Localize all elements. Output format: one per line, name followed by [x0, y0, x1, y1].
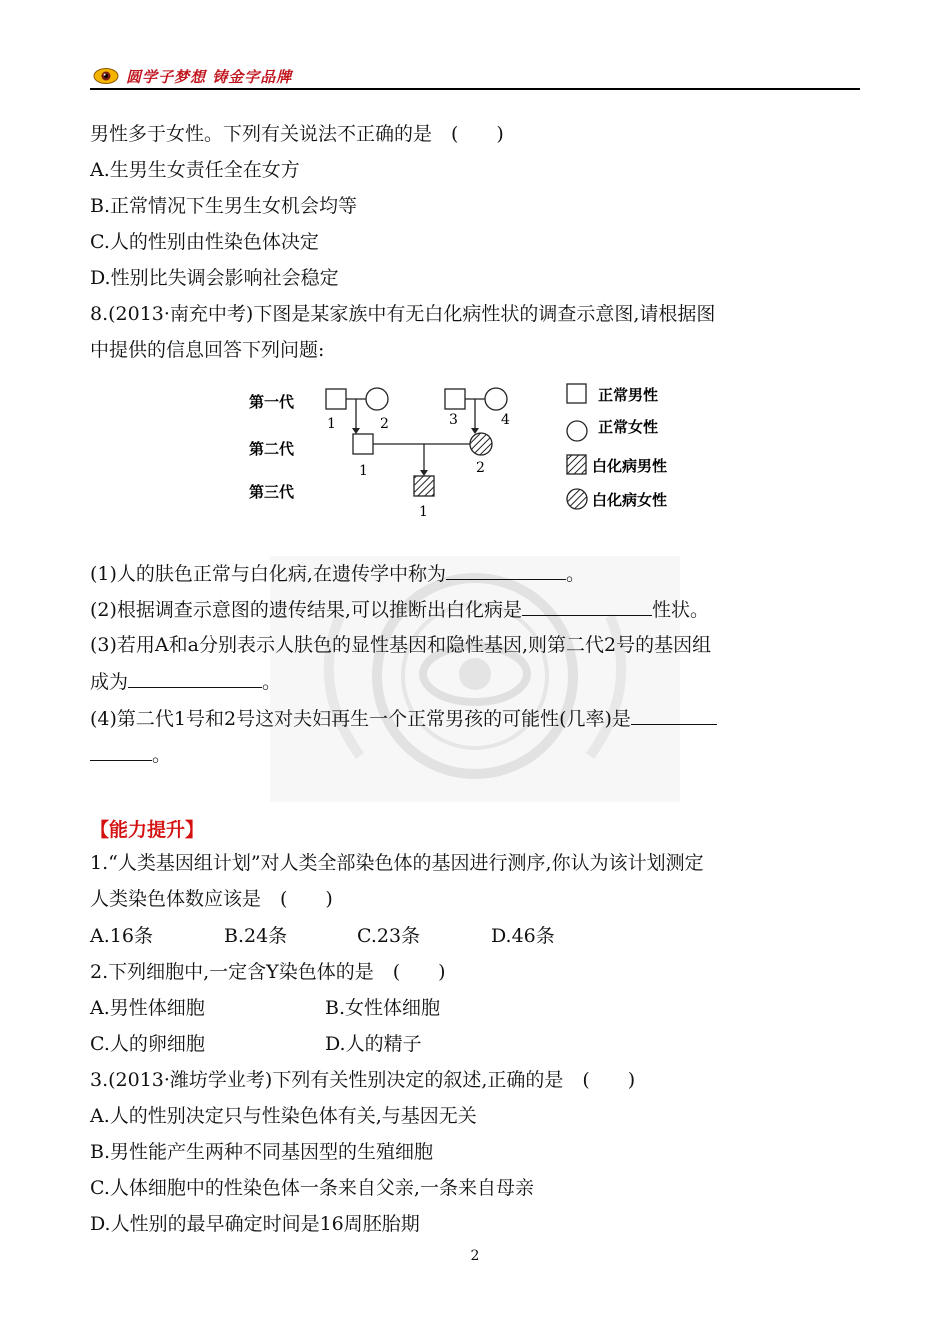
- q8-sub4-line2: [90, 742, 171, 767]
- q8-sub1: [90, 561, 585, 586]
- q8-sub3-line1: (3)若用A和a分别表示人肤色的显性基因和隐性基因,则第二代2号的基因组: [90, 634, 712, 656]
- page-number: 2: [470, 1248, 480, 1264]
- p1-stem-line2: 人类染色体数应该是 ( ): [90, 888, 333, 910]
- p1-option-a: A.16条: [90, 925, 153, 947]
- q8-sub1-end: 。: [565, 563, 585, 585]
- q8-sub2-end: 性状。: [651, 599, 709, 621]
- p1-stem-line1: 1.“人类基因组计划”对人类全部染色体的基因进行测序,你认为该计划测定: [90, 852, 704, 874]
- legend-albino-male-label: 白化病男性: [592, 457, 668, 475]
- generation-label-1: 第一代: [249, 393, 295, 411]
- gen2-number-1: 1: [359, 463, 368, 479]
- p1-option-c: C.23条: [357, 925, 421, 947]
- p3-option-c: C.人体细胞中的性染色体一条来自父亲,一条来自母亲: [90, 1177, 534, 1199]
- legend-albino-female-icon: [567, 489, 587, 509]
- gen3-number-1: 1: [419, 504, 428, 520]
- q8-stem-line1: 8.(2013·南充中考)下图是某家族中有无白化病性状的调查示意图,请根据图: [90, 303, 716, 325]
- legend-normal-male-label: 正常男性: [598, 386, 659, 404]
- q8-sub3-end: 。: [262, 671, 282, 693]
- gen3-albino-male-1: [414, 476, 434, 496]
- q7-stem: 男性多于女性。下列有关说法不正确的是 ( ): [90, 123, 504, 145]
- gen2-male-1: [353, 434, 373, 454]
- p1-option-d: D.46条: [491, 925, 555, 947]
- answer-blank[interactable]: [90, 742, 152, 761]
- q8-sub2: [90, 597, 709, 622]
- gen2-number-2: 2: [476, 460, 485, 476]
- gen1-number-1: 1: [327, 416, 336, 432]
- legend-normal-male-icon: [567, 384, 586, 403]
- q8-sub4-text: (4)第二代1号和2号这对夫妇再生一个正常男孩的可能性(几率)是: [90, 708, 631, 730]
- p3-option-d: D.人性别的最早确定时间是16周胚胎期: [90, 1213, 420, 1235]
- answer-blank[interactable]: [522, 597, 652, 616]
- pedigree-diagram: [240, 376, 710, 526]
- generation-label-3: 第三代: [249, 483, 295, 501]
- q8-sub2-text: (2)根据调查示意图的遗传结果,可以推断出白化病是: [90, 599, 522, 621]
- q7-option-d: D.性别比失调会影响社会稳定: [90, 267, 339, 289]
- gen1-female-2: [366, 388, 388, 410]
- arrow-head: [420, 470, 428, 476]
- answer-blank[interactable]: [446, 561, 566, 580]
- gen1-female-4: [485, 388, 507, 410]
- p2-option-c: C.人的卵细胞: [90, 1033, 205, 1055]
- legend-normal-female-label: 正常女性: [598, 418, 659, 436]
- answer-blank[interactable]: [631, 706, 717, 725]
- gen1-number-4: 4: [501, 412, 510, 428]
- p3-option-a: A.人的性别决定只与性染色体有关,与基因无关: [90, 1105, 477, 1127]
- p2-stem: 2.下列细胞中,一定含Y染色体的是 ( ): [90, 961, 446, 983]
- header-rule: [90, 88, 860, 90]
- q7-option-a: A.生男生女责任全在女方: [90, 159, 300, 181]
- legend-albino-female-label: 白化病女性: [592, 491, 668, 509]
- watermark-emblem: [270, 556, 680, 802]
- q8-sub4-end: 。: [152, 744, 172, 766]
- q8-stem-line2: 中提供的信息回答下列问题:: [90, 339, 325, 361]
- q8-sub1-text: (1)人的肤色正常与白化病,在遗传学中称为: [90, 563, 446, 585]
- legend-albino-male-icon: [567, 455, 586, 474]
- generation-label-2: 第二代: [249, 440, 295, 458]
- section-title: 【能力提升】: [90, 819, 205, 841]
- p1-option-b: B.24条: [224, 925, 288, 947]
- p2-option-b: B.女性体细胞: [325, 997, 441, 1019]
- p2-option-d: D.人的精子: [325, 1033, 422, 1055]
- p2-option-a: A.男性体细胞: [90, 997, 205, 1019]
- legend-normal-female-icon: [567, 421, 587, 441]
- gen1-number-3: 3: [449, 412, 458, 428]
- gen1-number-2: 2: [380, 416, 389, 432]
- p3-stem: 3.(2013·潍坊学业考)下列有关性别决定的叙述,正确的是 ( ): [90, 1069, 636, 1091]
- gen1-male-3: [445, 389, 465, 409]
- gen1-male-1: [326, 389, 346, 409]
- header-slogan: 圆学子梦想 铸金字品牌: [126, 68, 293, 86]
- answer-blank[interactable]: [128, 669, 262, 688]
- p3-option-b: B.男性能产生两种不同基因型的生殖细胞: [90, 1141, 434, 1163]
- arrow-head: [352, 428, 360, 434]
- gen2-albino-female-2: [470, 433, 492, 455]
- q7-option-c: C.人的性别由性染色体决定: [90, 231, 319, 253]
- q7-option-b: B.正常情况下生男生女机会均等: [90, 195, 358, 217]
- page-header: [90, 64, 860, 90]
- q8-sub3-text: 成为: [90, 671, 129, 693]
- q8-sub4-line1: [90, 706, 717, 731]
- q8-sub3-line2: [90, 669, 281, 694]
- eye-logo-icon: [93, 67, 119, 85]
